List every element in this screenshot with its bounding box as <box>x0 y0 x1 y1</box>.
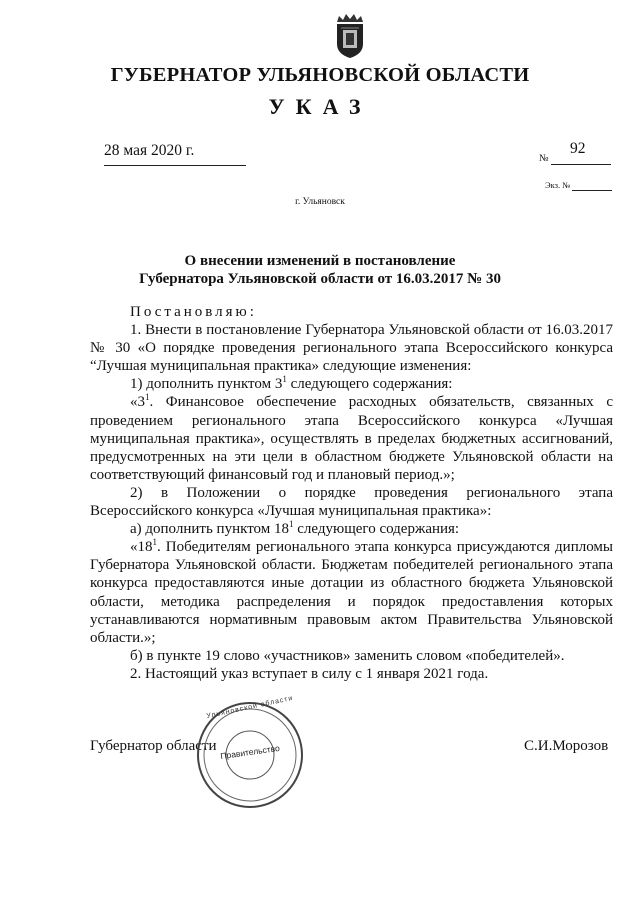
decree-number: 92 <box>570 140 586 157</box>
decree-title <box>80 252 560 288</box>
copy-number-label: Экз. № <box>545 180 571 190</box>
coat-of-arms-icon <box>333 12 367 60</box>
paragraph-a: а) дополнить пунктом $18^1$ следующего содержания: <box>130 519 460 538</box>
paragraph-3-1: «$3^1$. Финансовое обеспечение расходных обязательств, связанных с проведением регионального этапа Всероссийского конкурса «Лучшая муниципальная практика», осуществлять в пределах бюджетных ассигнований, предусмотренных на эти цели в областном бюджете Ульяновской области на соответствующий финансовый год и плановый период.»; <box>90 392 613 483</box>
number-underline <box>551 164 611 165</box>
copy-number-underline <box>572 190 612 191</box>
city: г. Ульяновск <box>295 197 345 207</box>
decree-body <box>90 303 613 683</box>
paragraph-1-2: 2) в Положении о порядке проведения регионального этапа Всероссийского конкурса «Лучшая муниципальная практика»: <box>90 484 613 520</box>
paragraph-b: б) в пункте 19 слово «участников» заменить словом «победителей». <box>130 647 565 664</box>
decree-date: 28 мая 2020 г. <box>104 142 195 159</box>
paragraph-1: 1. Внести в постановление Губернатора Ульяновской области от 16.03.2017 № 30 «О порядке проведения регионального этапа Всероссийского конкурса “Лучшая муниципальная практика» следующие изменения: <box>90 322 613 375</box>
paragraph-resolve: Постановляю: <box>130 304 257 320</box>
title-line-1: О внесении изменений в постановление <box>184 253 456 269</box>
paragraph-1-1: 1) дополнить пунктом $3^1$ следующего содержания: <box>130 374 453 393</box>
date-underline <box>104 165 246 166</box>
title-line-2: Губернатора Ульяновской области от 16.03.2017 № 30 <box>139 271 501 287</box>
paragraph-18-1: «$18^1$. Победителям регионального этапа конкурса присуждаются дипломы Губернатора Ульяновской области. Бюджетам победителей регионального этапа конкурса предоставляются иные дотации из областного бюджета Ульяновской области, методика распределения и порядок предоставления которых устанавливаются нормативным правовым актом Правительства Ульяновской области.»; <box>90 537 613 646</box>
document-type: УКАЗ <box>268 94 372 119</box>
seal-center-text: Правительство <box>219 742 281 762</box>
signatory-position: Губернатор области <box>90 738 217 754</box>
seal-ring-text: Ульяновской области <box>205 694 294 721</box>
organization-title: ГУБЕРНАТОР УЛЬЯНОВСКОЙ ОБЛАСТИ <box>110 64 530 86</box>
paragraph-2: 2. Настоящий указ вступает в силу с 1 января 2021 года. <box>130 665 489 682</box>
number-sign: № <box>539 153 549 164</box>
signatory-name: С.И.Морозов <box>524 738 609 754</box>
